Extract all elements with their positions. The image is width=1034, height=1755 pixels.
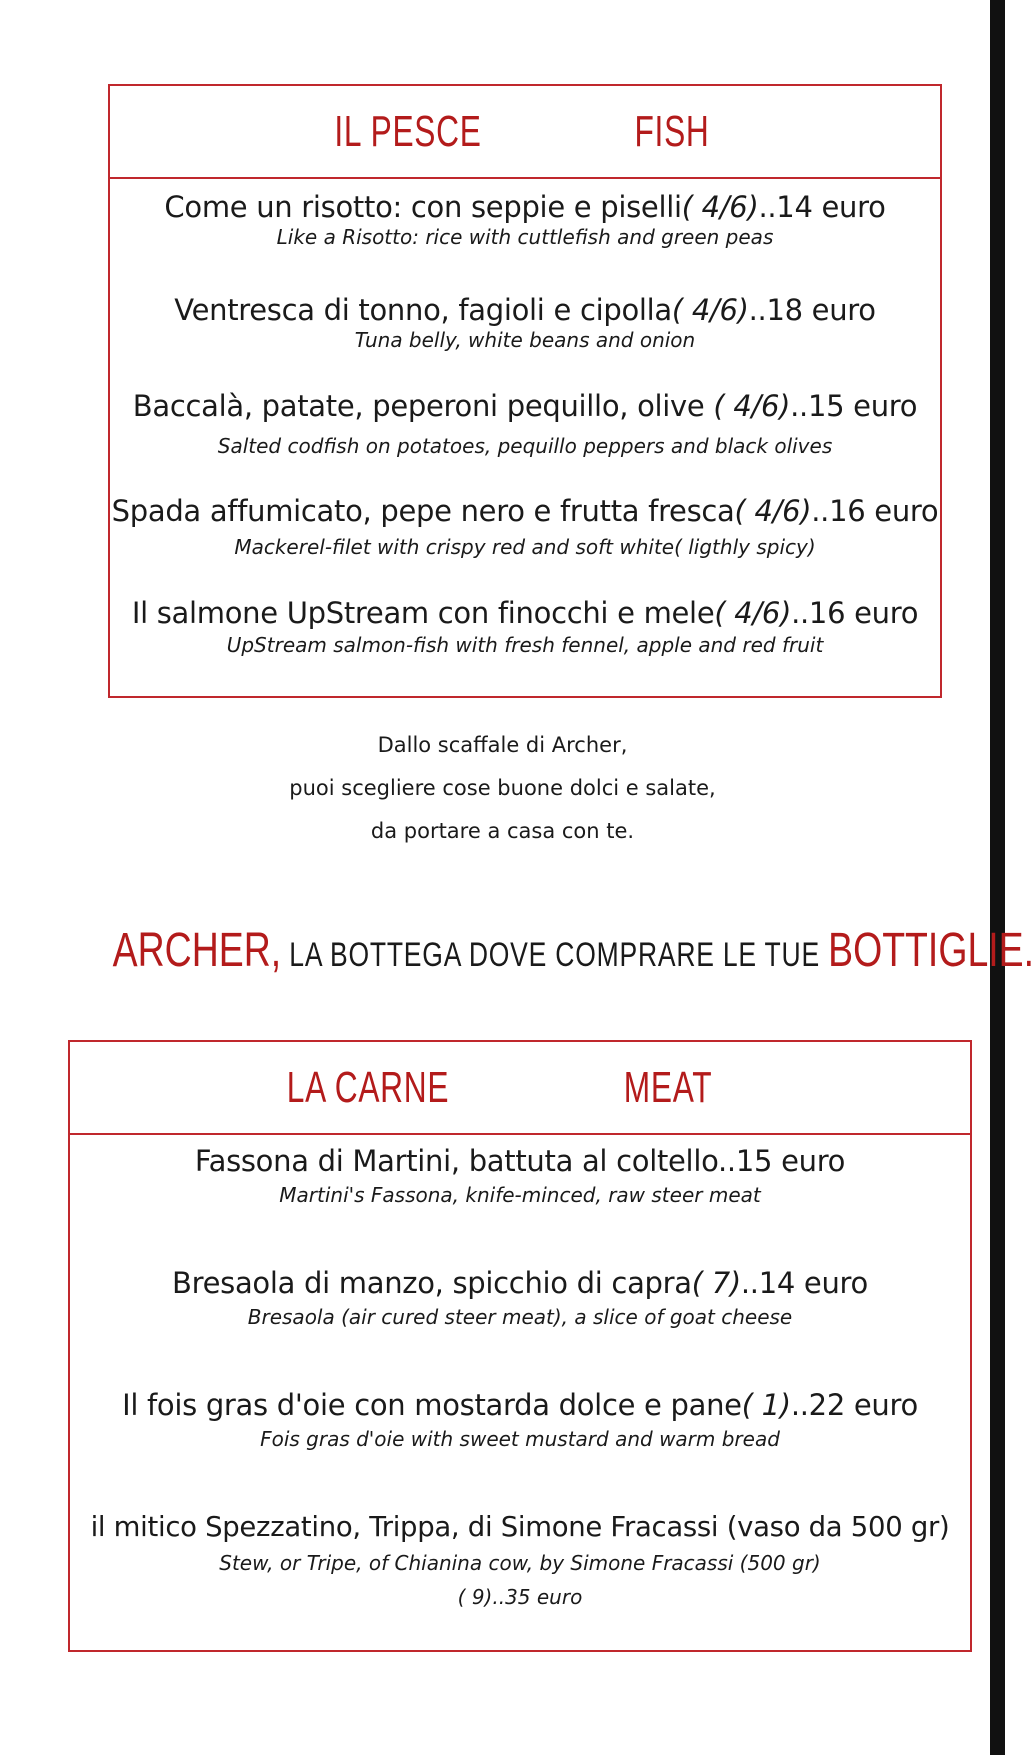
item-code: ( 4/6) — [734, 494, 812, 528]
item-description: UpStream salmon-fish with fresh fennel, apple and red fruit — [226, 633, 824, 657]
item-name: Ventresca di tonno, fagioli e cipolla — [174, 293, 672, 327]
menu-item — [70, 1266, 970, 1330]
item-code: ( 7) — [691, 1266, 741, 1300]
banner-end: BOTTIGLIE. — [828, 924, 1034, 977]
item-code: ( 1) — [741, 1388, 791, 1422]
banner-brand: ARCHER, — [112, 924, 282, 977]
menu-item — [110, 293, 940, 353]
archer-banner — [112, 923, 1034, 978]
item-description: Martini's Fassona, knife-minced, raw steer meat — [279, 1183, 761, 1207]
fish-section-header — [110, 86, 940, 179]
item-description: Stew, or Tripe, of Chianina cow, by Simone Fracassi (500 gr) — [219, 1551, 821, 1575]
banner-text: LA BOTTEGA DOVE COMPRARE LE TUE — [281, 936, 829, 974]
item-price: ..16 euro — [811, 494, 939, 528]
item-description: Mackerel-filet with crispy red and soft white( ligthly spicy) — [234, 535, 816, 559]
item-description: Like a Risotto: rice with cuttlefish and green peas — [276, 225, 774, 249]
item-price: ..16 euro — [791, 596, 919, 630]
shelf-note — [0, 724, 1005, 853]
item-price: ..18 euro — [748, 293, 876, 327]
item-price: ..14 euro — [740, 1266, 868, 1300]
meat-title-it: LA CARNE — [286, 1062, 450, 1112]
item-code: ( 4/6) — [671, 293, 749, 327]
item-name: Spada affumicato, pepe nero e frutta fresca — [111, 494, 735, 528]
item-description: Tuna belly, white beans and onion — [354, 328, 696, 352]
menu-item — [70, 1510, 970, 1610]
item-name: Bresaola di manzo, spicchio di capra — [172, 1266, 692, 1300]
shelf-note-line: puoi scegliere cose buone dolci e salate, — [289, 776, 716, 800]
menu-item — [110, 494, 940, 560]
item-name: Il salmone UpStream con finocchi e mele — [131, 596, 715, 630]
meat-title-en: MEAT — [623, 1062, 713, 1112]
menu-item — [110, 389, 940, 459]
item-code: ( 4/6) — [681, 190, 759, 224]
fish-title-en: FISH — [634, 106, 710, 156]
item-price: ..15 euro — [718, 1144, 846, 1178]
item-name: Come un risotto: con seppie e piselli — [164, 190, 682, 224]
item-name: il mitico Spezzatino, Trippa, di Simone Fracassi (vaso da 500 gr) — [90, 1511, 950, 1543]
item-code: ( 4/6) — [713, 389, 791, 423]
shelf-note-line: da portare a casa con te. — [370, 819, 635, 843]
fish-title-it: IL PESCE — [334, 106, 482, 156]
meat-section-header — [70, 1042, 970, 1135]
shelf-note-line: Dallo scaffale di Archer, — [377, 733, 628, 757]
item-name: Fassona di Martini, battuta al coltello — [194, 1144, 719, 1178]
item-price: ..15 euro — [790, 389, 918, 423]
menu-item — [110, 596, 940, 658]
menu-item — [110, 190, 940, 250]
item-description: Salted codfish on potatoes, pequillo peppers and black olives — [217, 434, 833, 458]
menu-item — [70, 1388, 970, 1452]
meat-section — [68, 1040, 972, 1652]
item-price-line: ( 9)..35 euro — [457, 1585, 583, 1609]
item-price: ..22 euro — [790, 1388, 918, 1422]
menu-item — [70, 1144, 970, 1208]
item-code: ( 4/6) — [714, 596, 792, 630]
item-name: Baccalà, patate, peperoni pequillo, olive — [132, 389, 714, 423]
item-name: Il fois gras d'oie con mostarda dolce e pane — [122, 1388, 742, 1422]
item-description: Bresaola (air cured steer meat), a slice of goat cheese — [247, 1305, 793, 1329]
right-edge-bar — [990, 0, 1005, 1755]
fish-section — [108, 84, 942, 698]
item-description: Fois gras d'oie with sweet mustard and warm bread — [260, 1427, 780, 1451]
item-price: ..14 euro — [758, 190, 886, 224]
